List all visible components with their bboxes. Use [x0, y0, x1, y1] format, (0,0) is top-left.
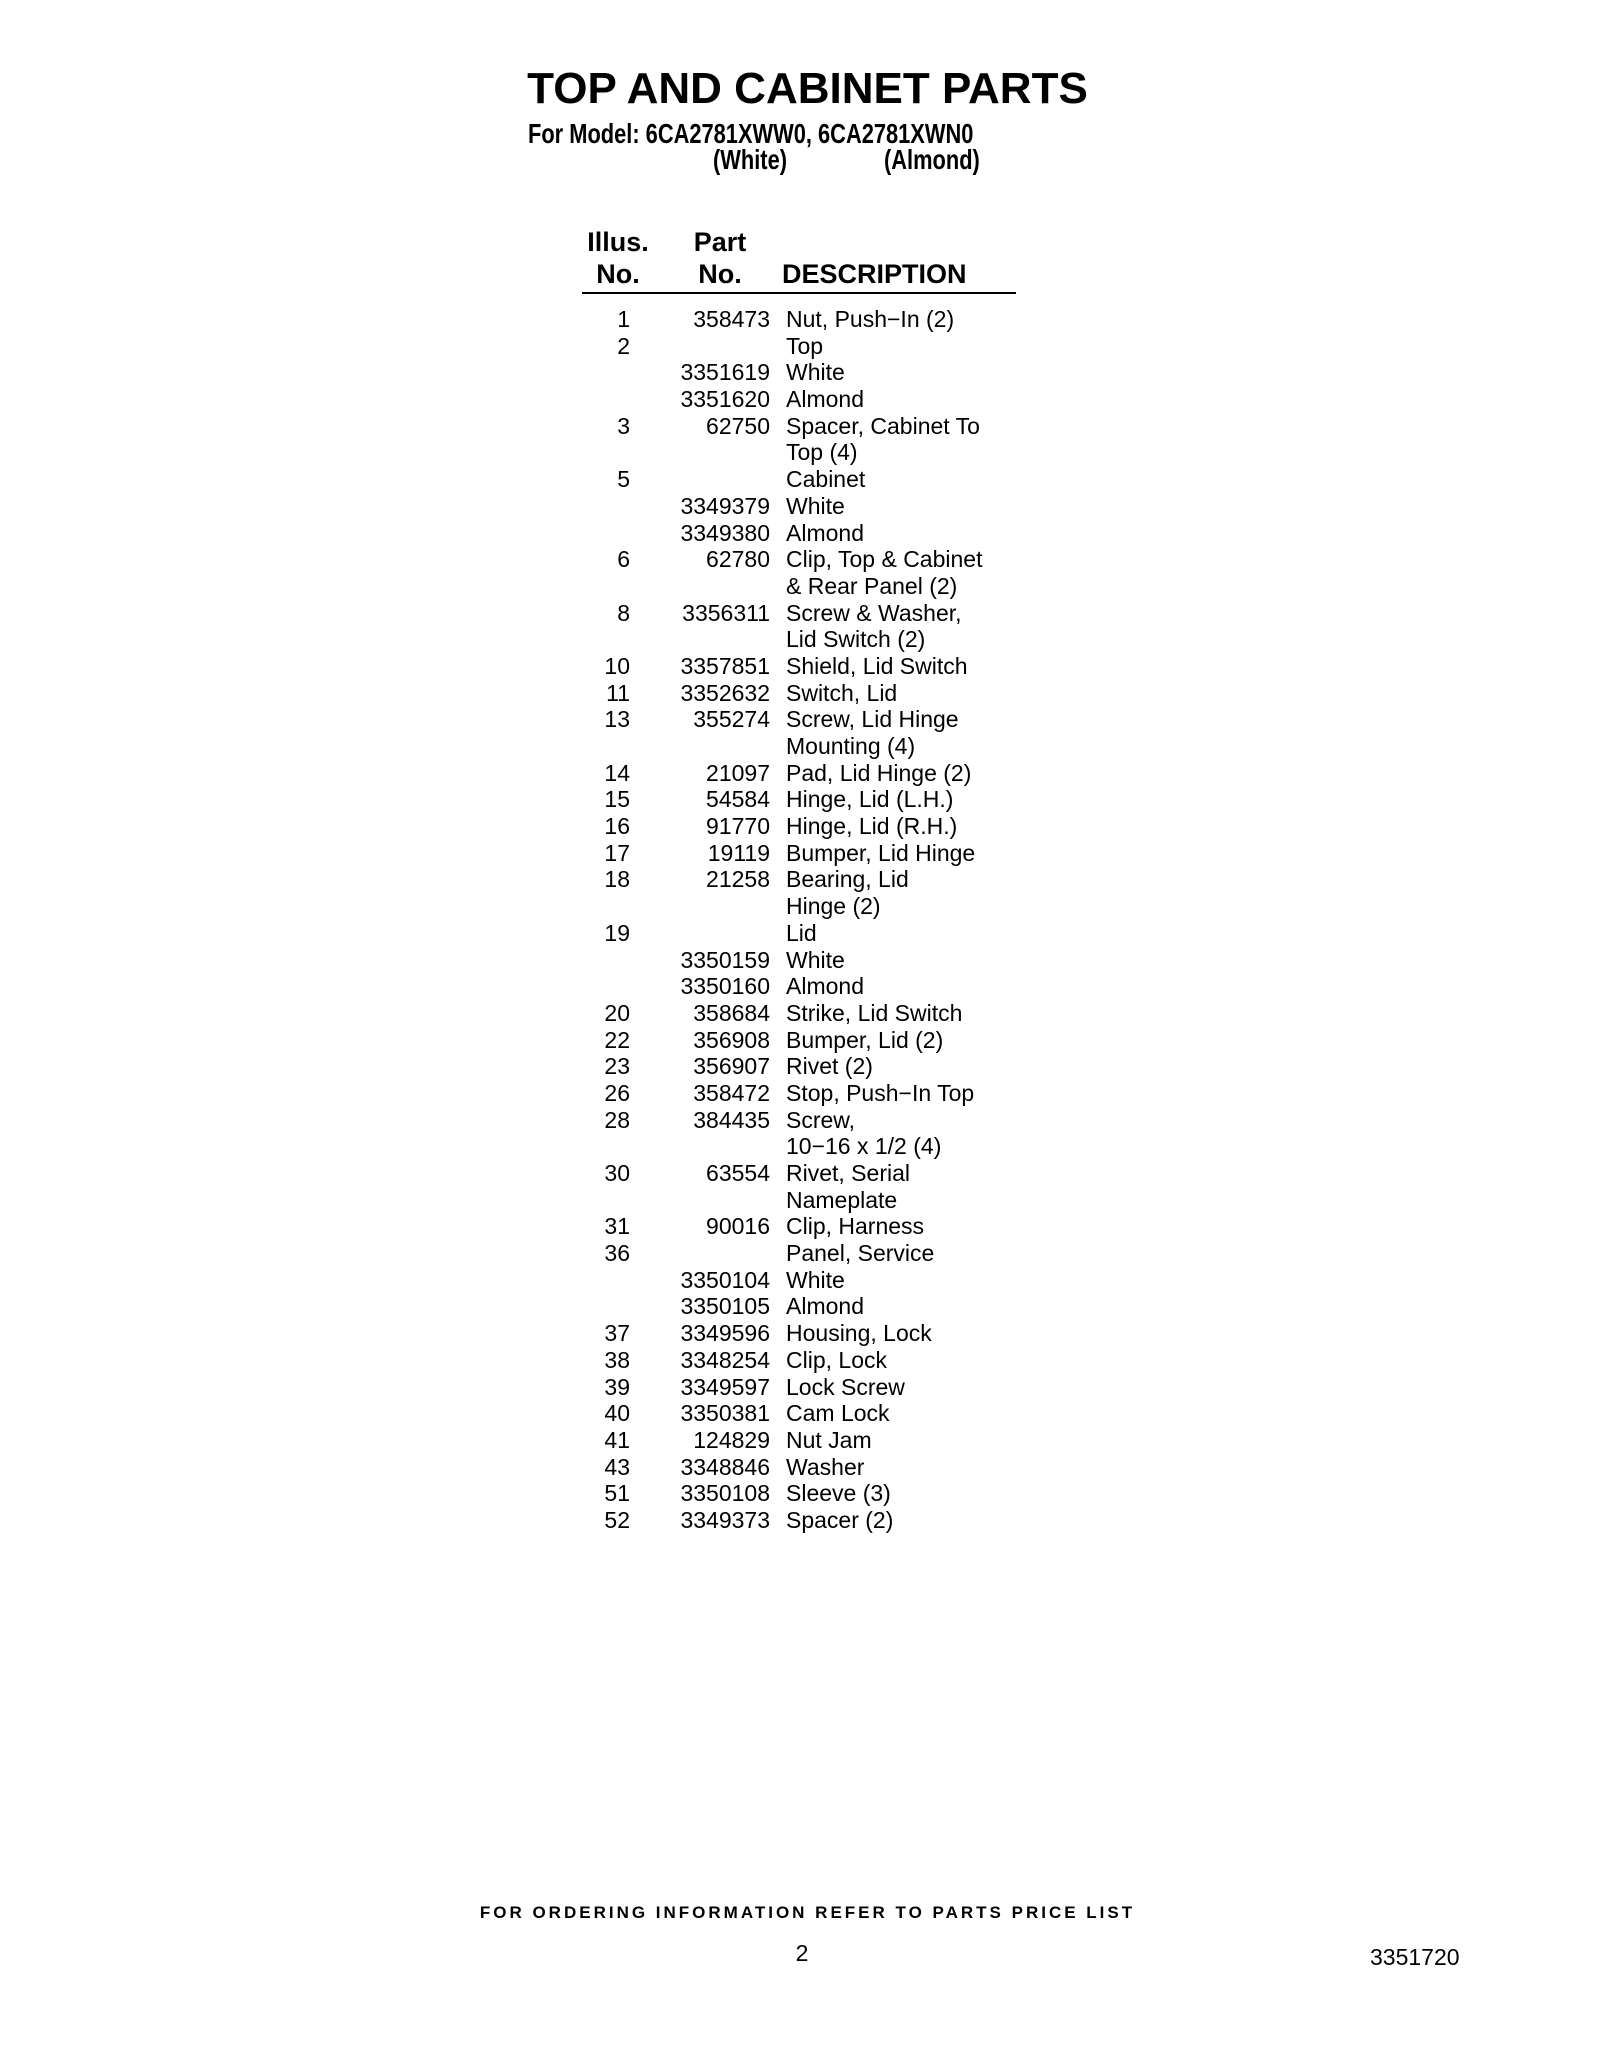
- row-illus-no: 26: [604, 1079, 630, 1106]
- row-description: Spacer, Cabinet To: [786, 412, 980, 439]
- row-description: White: [786, 1266, 845, 1293]
- row-part-no: 3350105: [680, 1293, 770, 1320]
- table-row: [560, 1480, 1030, 1507]
- page-title: TOP AND CABINET PARTS: [527, 64, 1088, 113]
- row-description: Screw,: [786, 1106, 856, 1133]
- variant-almond-label: (Almond): [884, 144, 980, 175]
- row-part-no: 3352632: [680, 679, 770, 706]
- row-description: Clip, Harness: [786, 1213, 925, 1240]
- row-illus-no: 22: [604, 1026, 630, 1053]
- row-part-no: 3348254: [680, 1346, 770, 1373]
- row-description: Rivet (2): [786, 1053, 873, 1080]
- table-row: [560, 493, 1030, 520]
- variant-white-label: (White): [713, 144, 787, 175]
- row-illus-no: 30: [604, 1160, 630, 1186]
- row-description: Hinge (2): [786, 893, 881, 920]
- row-part-no: 355274: [693, 706, 770, 733]
- row-illus-no: 23: [604, 1053, 630, 1080]
- table-row: [560, 1160, 1030, 1187]
- row-description: Mounting (4): [786, 733, 916, 759]
- row-description: Stop, Push−In Top: [786, 1079, 975, 1106]
- table-row: [560, 520, 1030, 547]
- table-row: [560, 1053, 1030, 1080]
- row-part-no: 3350159: [680, 946, 770, 973]
- row-part-no: 3357851: [680, 652, 770, 679]
- row-description: Bearing, Lid: [786, 866, 909, 893]
- row-description: Top (4): [786, 439, 858, 466]
- table-row: [560, 1400, 1030, 1427]
- table-row: [560, 439, 1030, 466]
- row-description: Panel, Service: [786, 1240, 935, 1267]
- row-description: Lid Switch (2): [786, 626, 926, 653]
- table-row: [560, 546, 1030, 573]
- row-part-no: 3348846: [680, 1453, 770, 1480]
- row-description: Lid: [786, 919, 817, 946]
- row-description: Strike, Lid Switch: [786, 999, 963, 1026]
- row-description: Top: [786, 332, 824, 359]
- row-description: Nut, Push−In (2): [786, 306, 955, 332]
- table-row: [560, 386, 1030, 413]
- table-row: [560, 786, 1030, 813]
- header-rule: [582, 292, 1016, 294]
- row-description: Screw, Lid Hinge: [786, 706, 959, 733]
- table-row: [560, 466, 1030, 493]
- row-illus-no: 17: [604, 839, 630, 866]
- row-description: Almond: [786, 1293, 864, 1320]
- row-illus-no: 13: [604, 706, 630, 733]
- table-row: [560, 1320, 1030, 1347]
- table-row: [560, 1347, 1030, 1374]
- table-row: [560, 1240, 1030, 1267]
- row-part-no: 358473: [693, 306, 770, 332]
- table-row: [560, 600, 1030, 627]
- table-row: [560, 1267, 1030, 1294]
- table-row: [560, 706, 1030, 733]
- model-line: For Model: 6CA2781XWW0, 6CA2781XWN0: [528, 118, 974, 149]
- row-illus-no: 51: [604, 1480, 630, 1507]
- table-row: [560, 653, 1030, 680]
- row-description: Clip, Top & Cabinet: [786, 546, 983, 573]
- row-illus-no: 39: [604, 1373, 630, 1400]
- row-illus-no: 52: [604, 1506, 630, 1533]
- row-description: Switch, Lid: [786, 679, 898, 706]
- row-part-no: 3350160: [680, 973, 770, 1000]
- table-row: [560, 573, 1030, 600]
- row-part-no: 3350104: [680, 1266, 770, 1293]
- column-header-description: DESCRIPTION: [782, 259, 967, 289]
- row-part-no: 62750: [706, 412, 770, 439]
- row-part-no: 358684: [693, 999, 770, 1026]
- column-header-illus: [582, 226, 654, 290]
- row-illus-no: 11: [606, 679, 630, 706]
- row-part-no: 124829: [693, 1426, 770, 1453]
- row-part-no: 63554: [706, 1160, 770, 1186]
- table-row: [560, 1000, 1030, 1027]
- table-row: [560, 760, 1030, 787]
- table-row: [560, 1080, 1030, 1107]
- row-illus-no: 2: [617, 332, 630, 359]
- row-description: Almond: [786, 973, 864, 1000]
- table-row: [560, 1133, 1030, 1160]
- table-row: [560, 413, 1030, 440]
- row-part-no: 90016: [706, 1213, 770, 1240]
- row-part-no: 3349596: [680, 1320, 770, 1347]
- table-row: [560, 1507, 1030, 1534]
- row-illus-no: 19: [604, 919, 630, 946]
- row-illus-no: 8: [617, 599, 630, 626]
- row-description: Cam Lock: [786, 1400, 890, 1427]
- row-description: Rivet, Serial: [786, 1160, 910, 1186]
- table-row: [560, 866, 1030, 893]
- table-row: [560, 733, 1030, 760]
- row-part-no: 19119: [707, 839, 770, 866]
- table-row: [560, 1374, 1030, 1401]
- row-part-no: 3356311: [682, 599, 770, 626]
- table-row: [560, 813, 1030, 840]
- table-row: [560, 333, 1030, 360]
- table-row: [560, 1027, 1030, 1054]
- row-description: Pad, Lid Hinge (2): [786, 759, 972, 786]
- row-illus-no: 14: [604, 759, 630, 786]
- column-header-part: [680, 226, 760, 290]
- table-row: [560, 1293, 1030, 1320]
- row-illus-no: 38: [604, 1346, 630, 1373]
- row-illus-no: 20: [604, 999, 630, 1026]
- row-part-no: 3349373: [680, 1506, 770, 1533]
- column-header-part-line2: No.: [698, 259, 742, 289]
- row-part-no: 3350108: [680, 1480, 770, 1507]
- row-illus-no: 36: [604, 1240, 630, 1267]
- row-illus-no: 10: [604, 652, 630, 679]
- table-row: [560, 626, 1030, 653]
- row-description: Bumper, Lid (2): [786, 1026, 944, 1053]
- row-part-no: 3349380: [680, 519, 770, 546]
- column-header-illus-line1: Illus.: [587, 227, 649, 257]
- table-row: [560, 973, 1030, 1000]
- row-part-no: 91770: [706, 813, 770, 840]
- row-part-no: 3349597: [680, 1373, 770, 1400]
- row-description: Spacer (2): [786, 1506, 894, 1533]
- row-description: White: [786, 492, 845, 519]
- table-row: [560, 920, 1030, 947]
- row-description: Hinge, Lid (L.H.): [786, 786, 954, 813]
- table-row: [560, 893, 1030, 920]
- row-illus-no: 6: [617, 546, 630, 573]
- table-row: [560, 840, 1030, 867]
- row-part-no: 21097: [706, 759, 770, 786]
- row-description: Almond: [786, 519, 864, 546]
- row-part-no: 3350381: [680, 1400, 770, 1427]
- row-description: White: [786, 946, 845, 973]
- parts-list: [560, 306, 1030, 1534]
- row-illus-no: 16: [604, 813, 630, 840]
- row-description: Bumper, Lid Hinge: [786, 839, 976, 866]
- row-description: Hinge, Lid (R.H.): [786, 813, 958, 840]
- row-description: Lock Screw: [786, 1373, 905, 1400]
- table-row: [560, 1107, 1030, 1134]
- row-description: 10−16 x 1/2 (4): [786, 1133, 942, 1160]
- row-part-no: 356907: [693, 1053, 770, 1080]
- row-description: Shield, Lid Switch: [786, 652, 968, 679]
- document-number: 3351720: [1370, 1944, 1460, 1970]
- row-description: Housing, Lock: [786, 1320, 932, 1347]
- table-row: [560, 1427, 1030, 1454]
- row-part-no: 3351620: [680, 386, 770, 413]
- row-description: Clip, Lock: [786, 1346, 887, 1373]
- row-description: Cabinet: [786, 466, 866, 493]
- row-part-no: 358472: [693, 1079, 770, 1106]
- row-illus-no: 1: [617, 306, 630, 332]
- row-description: Nameplate: [786, 1186, 898, 1213]
- row-description: Washer: [786, 1453, 865, 1480]
- row-illus-no: 18: [604, 866, 630, 893]
- table-row: [560, 1454, 1030, 1481]
- column-header-part-line1: Part: [693, 227, 747, 257]
- row-part-no: 21258: [706, 866, 770, 893]
- row-illus-no: 40: [604, 1400, 630, 1427]
- row-illus-no: 43: [604, 1453, 630, 1480]
- row-description: Nut Jam: [786, 1426, 872, 1453]
- column-header-illus-line2: No.: [596, 259, 640, 289]
- row-illus-no: 31: [604, 1213, 630, 1240]
- table-row: [560, 680, 1030, 707]
- table-row: [560, 947, 1030, 974]
- table-row: [560, 1187, 1030, 1214]
- row-part-no: 54584: [706, 786, 770, 813]
- row-illus-no: 15: [604, 786, 630, 813]
- table-row: [560, 359, 1030, 386]
- row-description: & Rear Panel (2): [786, 572, 958, 599]
- row-description: Sleeve (3): [786, 1480, 891, 1507]
- row-illus-no: 5: [617, 466, 630, 493]
- row-part-no: 3351619: [680, 359, 770, 386]
- row-part-no: 384435: [693, 1106, 770, 1133]
- row-description: White: [786, 359, 845, 386]
- page-number: 2: [795, 1940, 809, 1966]
- row-description: Almond: [786, 386, 864, 413]
- row-illus-no: 3: [617, 412, 630, 439]
- row-description: Screw & Washer,: [786, 599, 962, 626]
- row-part-no: 3349379: [680, 492, 770, 519]
- row-illus-no: 41: [604, 1426, 630, 1453]
- table-row: [560, 1213, 1030, 1240]
- table-row: [560, 306, 1030, 333]
- row-part-no: 356908: [693, 1026, 770, 1053]
- ordering-note: FOR ORDERING INFORMATION REFER TO PARTS PRICE LIST: [479, 1903, 1136, 1922]
- row-part-no: 62780: [706, 546, 770, 573]
- row-illus-no: 37: [604, 1320, 630, 1347]
- row-illus-no: 28: [604, 1106, 630, 1133]
